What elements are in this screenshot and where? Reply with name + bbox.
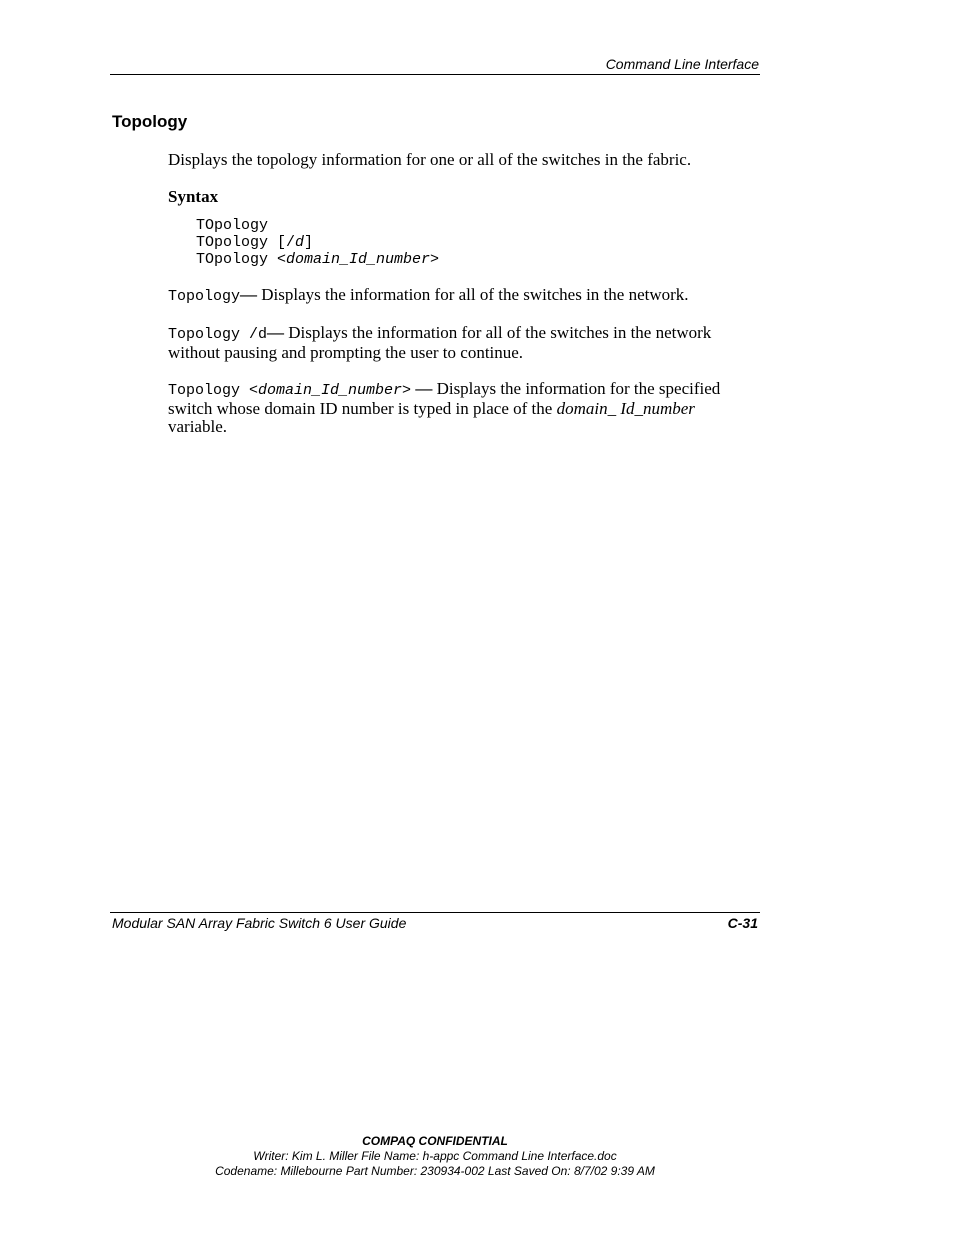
syntax-line-2: TOpology [/d]: [196, 234, 314, 251]
document-writer-info: Writer: Kim L. Miller File Name: h-appc Command Line Interface.doc: [253, 1149, 617, 1163]
section-title: Topology: [112, 112, 188, 131]
footer-page-number: C-31: [727, 915, 758, 931]
command-code: Topology: [168, 288, 241, 305]
description-topology-d: Topology /d— Displays the information for all of the switches in the network without pausing and prompting the user to continue.: [168, 323, 712, 362]
syntax-code-block: [196, 217, 439, 268]
description-topology-domain: Topology <domain_Id_number> — Displays the information for the specified switch whose domain ID number is typed in place of the domain_ Id_number variable.: [168, 379, 721, 436]
document-codename-info: Codename: Millebourne Part Number: 230934-002 Last Saved On: 8/7/02 9:39 AM: [215, 1164, 655, 1178]
running-header: Command Line Interface: [605, 56, 759, 72]
command-code: Topology <domain_Id_number>: [168, 382, 412, 399]
variable-name: domain_ Id_number: [556, 399, 695, 418]
syntax-line-3: TOpology <domain_Id_number>: [196, 251, 440, 268]
intro-paragraph: Displays the topology information for one or all of the switches in the fabric.: [168, 150, 692, 169]
header-rule: [110, 74, 760, 75]
description-topology: Topology— Displays the information for all of the switches in the network.: [168, 285, 689, 305]
footer-rule: [110, 912, 760, 913]
confidential-label: COMPAQ CONFIDENTIAL: [362, 1134, 508, 1148]
footer-guide-title: Modular SAN Array Fabric Switch 6 User Guide: [112, 915, 407, 931]
command-code: Topology /d: [168, 326, 268, 343]
syntax-heading: Syntax: [168, 187, 219, 206]
syntax-line-1: TOpology: [196, 217, 269, 234]
